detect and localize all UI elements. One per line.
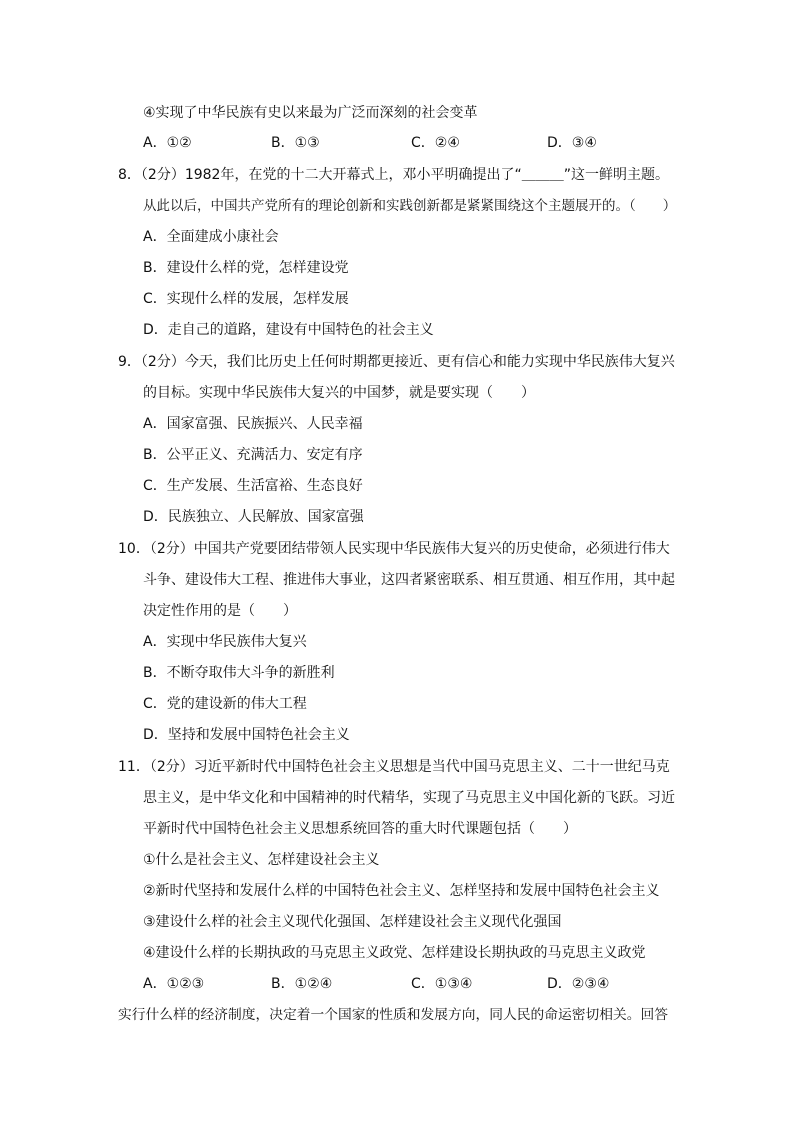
q10-option-b: B．不断夺取伟大斗争的新胜利 <box>143 665 335 681</box>
q7-option-a: A．①② <box>143 135 192 151</box>
q11-option-b: B．①②④ <box>271 976 333 992</box>
q11-stem-line-3: 平新时代中国特色社会主义思想系统回答的重大时代课题包括（ ） <box>143 821 577 837</box>
q8-option-b: B．建设什么样的党，怎样建设党 <box>143 260 349 276</box>
q8-option-d: D．走自己的道路，建设有中国特色的社会主义 <box>143 322 434 338</box>
q10-option-a: A．实现中华民族伟大复兴 <box>143 634 307 650</box>
q10-stem-line-3: 决定性作用的是（ ） <box>143 603 297 619</box>
q7-option-d: D．③④ <box>547 135 597 151</box>
q9-stem-line-2: 的目标。实现中华民族伟大复兴的中国梦，就是要实现（ ） <box>143 385 535 401</box>
q11-option-a: A．①②③ <box>143 976 205 992</box>
q7-statement-4: ④实现了中华民族有史以来最为广泛而深刻的社会变革 <box>143 105 478 121</box>
q11-option-c: C．①③④ <box>411 976 473 992</box>
q10-stem-line-2: 斗争、建设伟大工程、推进伟大事业，这四者紧密联系、相互贯通、相互作用，其中起 <box>143 572 675 588</box>
q10-option-d: D．坚持和发展中国特色社会主义 <box>143 727 350 743</box>
q8-option-a: A．全面建成小康社会 <box>143 229 279 245</box>
q10-stem-line-1: 10．（2分）中国共产党要团结带领人民实现中华民族伟大复兴的历史使命，必须进行伟大 <box>118 541 670 557</box>
q9-option-c: C．生产发展、生活富裕、生态良好 <box>143 478 363 494</box>
q9-option-b: B．公平正义、充满活力、安定有序 <box>143 447 363 463</box>
q8-stem-line-1: 8．（2分）1982年，在党的十二大开幕式上，邓小平明确提出了“＿＿＿”这一鲜明主题。 <box>118 167 669 183</box>
next-section-intro: 实行什么样的经济制度，决定着一个国家的性质和发展方向，同人民的命运密切相关。回答 <box>118 1007 669 1023</box>
q10-option-c: C．党的建设新的伟大工程 <box>143 696 307 712</box>
q11-stem-line-1: 11．（2分）习近平新时代中国特色社会主义思想是当代中国马克思主义、二十一世纪马克 <box>118 759 670 775</box>
q11-statement-4: ④建设什么样的长期执政的马克思主义政党、怎样建设长期执政的马克思主义政党 <box>143 945 646 961</box>
q11-statement-1: ①什么是社会主义、怎样建设社会主义 <box>143 852 380 868</box>
q8-stem-line-2: 从此以后，中国共产党所有的理论创新和实践创新都是紧紧围绕这个主题展开的。（ ） <box>143 198 677 214</box>
q7-option-b: B．①③ <box>271 135 320 151</box>
q11-statement-2: ②新时代坚持和发展什么样的中国特色社会主义、怎样坚持和发展中国特色社会主义 <box>143 883 660 899</box>
q9-stem-line-1: 9．（2分）今天，我们比历史上任何时期都更接近、更有信心和能力实现中华民族伟大复兴 <box>118 354 675 370</box>
q11-stem-line-2: 思主义，是中华文化和中国精神的时代精华，实现了马克思主义中国化新的飞跃。习近 <box>143 790 675 806</box>
q9-option-a: A．国家富强、民族振兴、人民幸福 <box>143 416 363 432</box>
q8-option-c: C．实现什么样的发展，怎样发展 <box>143 291 349 307</box>
q11-option-d: D．②③④ <box>547 976 610 992</box>
q9-option-d: D．民族独立、人民解放、国家富强 <box>143 509 364 525</box>
q11-statement-3: ③建设什么样的社会主义现代化强国、怎样建设社会主义现代化强国 <box>143 914 562 930</box>
q7-option-c: C．②④ <box>411 135 460 151</box>
